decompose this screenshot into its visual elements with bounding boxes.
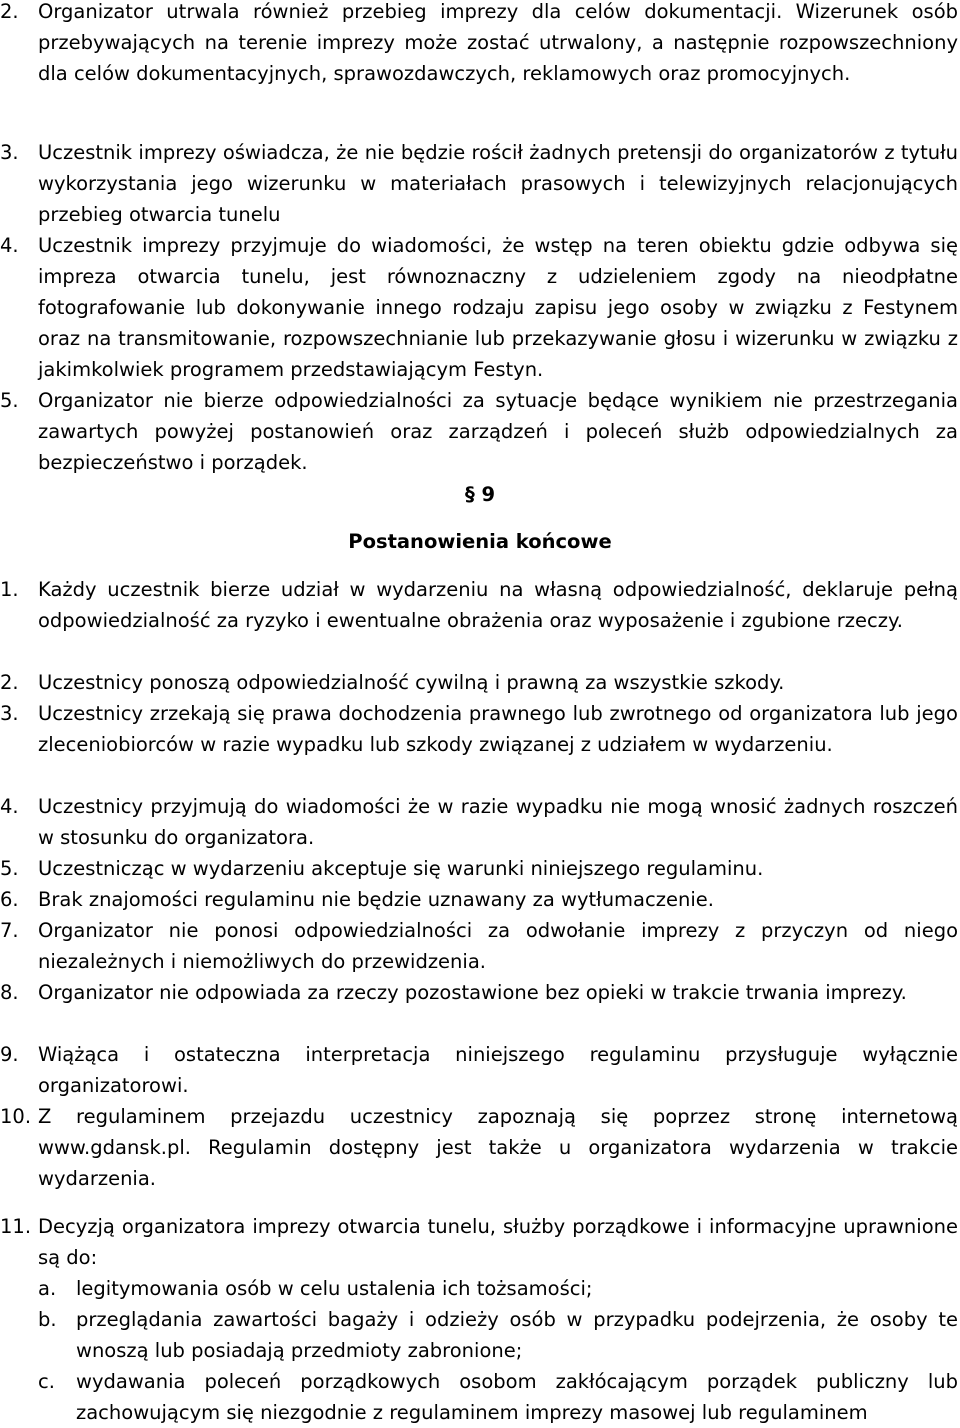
item-number: 6. <box>0 888 19 911</box>
item-text: Uczestnik imprezy oświadcza, że nie będzie rościł żadnych pretensji do organizatorów z tytułu wykorzystania jego wizerunku w materiałach prasowych i telewizyjnych relacjonujących przebieg otwarcia tunelu <box>38 141 958 226</box>
sub-item-text: przeglądania zawartości bagaży i odzieży osób w przypadku podejrzenia, że osoby te wnoszą lub posiadają przedmioty zabronione; <box>76 1308 958 1362</box>
list-item <box>0 137 958 230</box>
item-number: 3. <box>0 141 19 164</box>
item-number: 8. <box>0 981 19 1004</box>
item-text: Uczestnik imprezy przyjmuje do wiadomości, że wstęp na teren obiektu gdzie odbywa się impreza otwarcia tunelu, jest równoznaczny z udzieleniem zgody na nieodpłatne fotografowanie lub dokonywanie innego rodzaju zapisu jego osoby w związku z Festynem oraz na transmitowanie, rozpowszechnianie lub przekazywanie głosu i wizerunku w związku z jakimkolwiek programem przedstawiającym Festyn. <box>38 234 958 381</box>
item-number: 3. <box>0 702 19 725</box>
section-title: Postanowienia końcowe <box>348 530 612 553</box>
item-number: 1. <box>0 578 19 601</box>
list-item <box>0 667 958 698</box>
list-item <box>0 977 958 1008</box>
list-item <box>0 791 958 853</box>
item-number: 2. <box>0 671 19 694</box>
item-number: 7. <box>0 919 19 942</box>
sub-item-letter: a. <box>38 1277 57 1300</box>
item-text: Uczestnicząc w wydarzeniu akceptuje się warunki niniejszego regulaminu. <box>38 857 764 880</box>
item-text: Z regulaminem przejazdu uczestnicy zapoznają się poprzez stronę internetową www.gdansk.pl. Regulamin dostępny jest także u organizatora wydarzenia w trakcie wydarzenia. <box>38 1105 958 1190</box>
list-item <box>0 385 958 478</box>
list-item <box>0 1039 958 1101</box>
sub-list-item <box>0 1273 958 1304</box>
list-item <box>0 230 958 385</box>
item-text: Organizator nie ponosi odpowiedzialności za odwołanie imprezy z przyczyn od niego niezależnych i niemożliwych do przewidzenia. <box>38 919 958 973</box>
item-text: Wiążąca i ostateczna interpretacja niniejszego regulaminu przysługuje wyłącznie organizatorowi. <box>38 1043 958 1097</box>
item-text: Brak znajomości regulaminu nie będzie uznawany za wytłumaczenie. <box>38 888 714 911</box>
list-item <box>0 853 958 884</box>
list-item <box>0 0 958 89</box>
item-number: 4. <box>0 234 19 257</box>
item-text: Organizator nie odpowiada za rzeczy pozostawione bez opieki w trakcie trwania imprezy. <box>38 981 907 1004</box>
sub-item-letter: c. <box>38 1370 55 1393</box>
sub-list-item <box>0 1304 958 1366</box>
sub-item-letter: b. <box>38 1308 57 1331</box>
list-item <box>0 574 958 636</box>
item-text: Uczestnicy ponoszą odpowiedzialność cywilną i prawną za wszystkie szkody. <box>38 671 785 694</box>
sub-list-item <box>0 1366 958 1428</box>
list-item <box>0 1211 958 1273</box>
item-number: 2. <box>0 0 19 23</box>
sub-item-text: wydawania poleceń porządkowych osobom zakłócającym porządek publiczny lub zachowującym się niezgodnie z regulaminem imprezy masowej lub regulaminem <box>76 1370 958 1424</box>
section-number: § 9 <box>464 483 496 506</box>
item-number: 4. <box>0 795 19 818</box>
item-number: 5. <box>0 857 19 880</box>
item-text: Uczestnicy przyjmują do wiadomości że w razie wypadku nie mogą wnosić żadnych roszczeń w stosunku do organizatora. <box>38 795 958 849</box>
item-text: Uczestnicy zrzekają się prawa dochodzenia prawnego lub zwrotnego od organizatora lub jego zleceniobiorców w razie wypadku lub szkody związanej z udziałem w wydarzeniu. <box>38 702 958 756</box>
item-text: Organizator nie bierze odpowiedzialności za sytuacje będące wynikiem nie przestrzegania zawartych powyżej postanowień oraz zarządzeń i poleceń służb odpowiedzialnych za bezpieczeństwo i porządek. <box>38 389 958 474</box>
item-number: 9. <box>0 1043 19 1066</box>
list-item <box>0 698 958 760</box>
item-number: 10. <box>0 1105 32 1128</box>
item-number: 11. <box>0 1215 32 1238</box>
item-number: 5. <box>0 389 19 412</box>
list-item <box>0 1101 958 1194</box>
item-text: Decyzją organizatora imprezy otwarcia tunelu, służby porządkowe i informacyjne uprawnione są do: <box>38 1215 958 1269</box>
sub-item-text: legitymowania osób w celu ustalenia ich tożsamości; <box>76 1277 593 1300</box>
item-text: Każdy uczestnik bierze udział w wydarzeniu na własną odpowiedzialność, deklaruje pełną odpowiedzialność za ryzyko i ewentualne obrażenia oraz wyposażenie i zgubione rzeczy. <box>38 578 958 632</box>
list-item <box>0 915 958 977</box>
item-text: Organizator utrwala również przebieg imprezy dla celów dokumentacji. Wizerunek osób przebywających na terenie imprezy może zostać utrwalony, a następnie rozpowszechniony dla celów dokumentacyjnych, sprawozdawczych, reklamowych oraz promocyjnych. <box>38 0 958 85</box>
list-item <box>0 884 958 915</box>
